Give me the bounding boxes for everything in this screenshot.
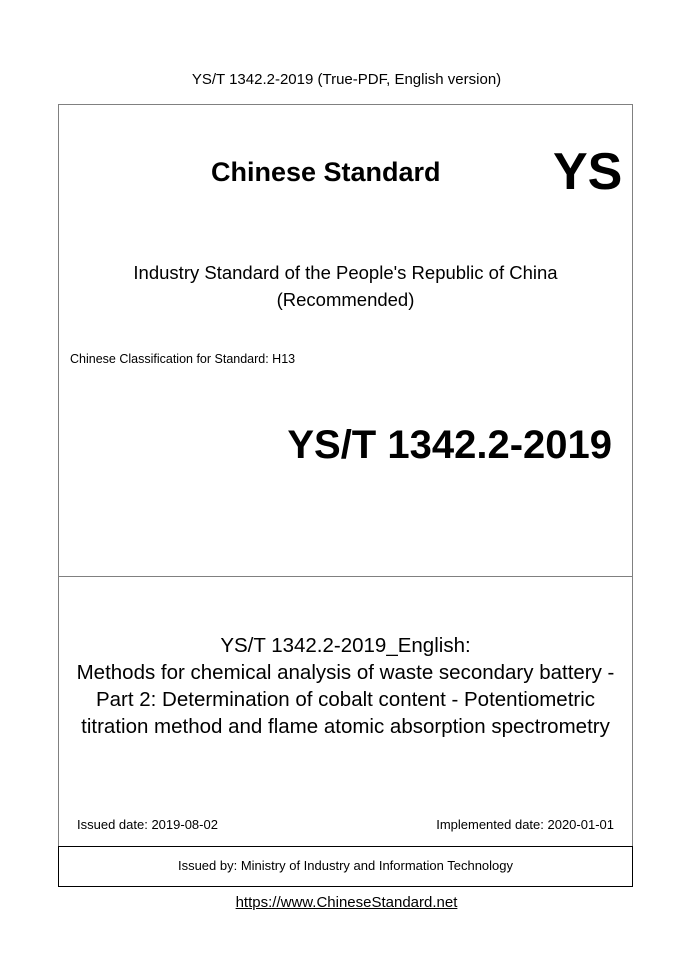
standard-code: YS	[553, 143, 623, 201]
cover-bottom-panel	[59, 577, 632, 846]
website-link[interactable]: https://www.ChineseStandard.net	[235, 894, 458, 911]
issued-date: Issued date: 2019-08-02	[77, 817, 218, 832]
standard-number: YS/T 1342.2-2019	[287, 423, 612, 467]
dates-row	[77, 817, 614, 832]
page-header: YS/T 1342.2-2019 (True-PDF, English version)	[191, 71, 502, 88]
classification: Chinese Classification for Standard: H13	[70, 352, 296, 366]
implemented-date: Implemented date: 2020-01-01	[436, 817, 614, 832]
footer	[0, 894, 693, 911]
title-line-2: Methods for chemical analysis of waste secondary battery -	[76, 661, 615, 684]
cover-frame	[58, 104, 633, 887]
standard-label: Chinese Standard	[211, 157, 441, 187]
industry-line-1: Industry Standard of the People's Republic of China	[133, 262, 558, 283]
industry-statement	[59, 259, 632, 313]
document-title	[59, 632, 632, 740]
industry-line-2: (Recommended)	[276, 289, 415, 310]
title-line-4: titration method and flame atomic absorption spectrometry	[81, 715, 610, 738]
issuer-box: Issued by: Ministry of Industry and Information Technology	[58, 846, 633, 887]
title-line-1: YS/T 1342.2-2019_English:	[220, 634, 471, 657]
title-line-3: Part 2: Determination of cobalt content - Potentiometric	[95, 688, 596, 711]
cover-top-panel	[59, 105, 632, 577]
